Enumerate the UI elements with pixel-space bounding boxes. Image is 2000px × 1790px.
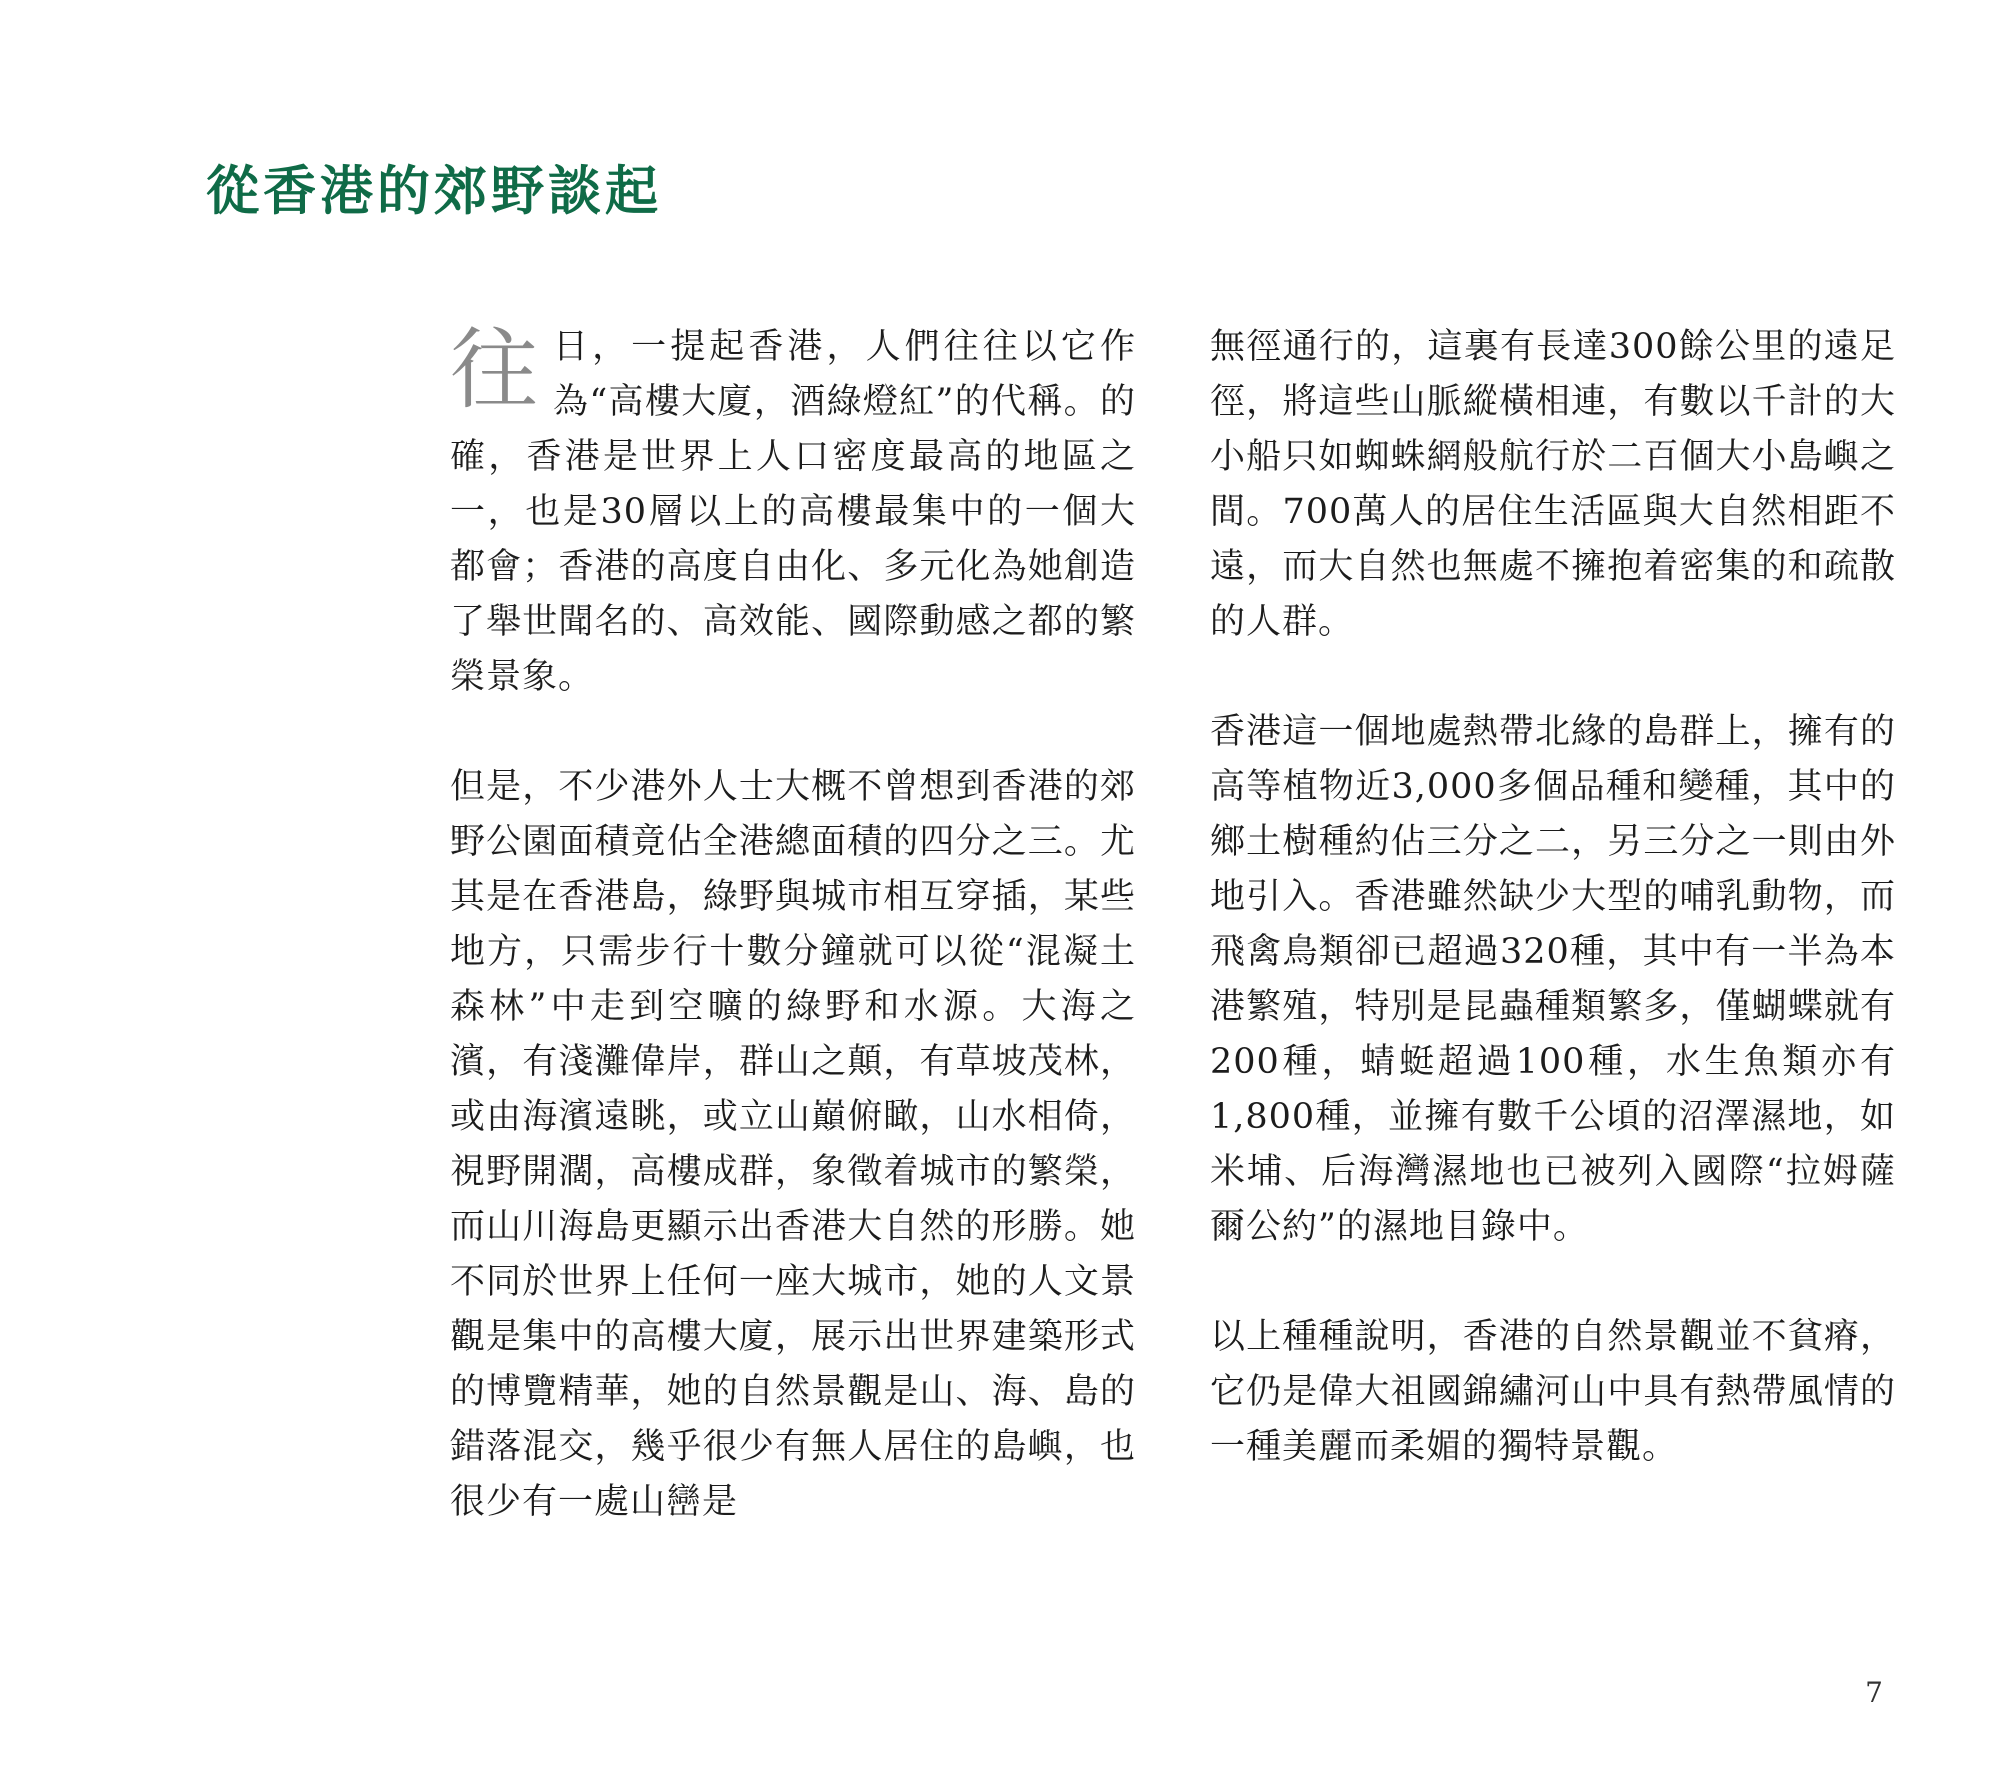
drop-cap: 往: [450, 318, 540, 421]
paragraph-hiking-trails: 無徑通行的，這裏有長達300餘公里的遠足徑，將這些山脈縱橫相連，有數以千計的大小船只如蜘蛛網般航行於二百個大小島嶼之間。700萬人的居住生活區與大自然相距不遠，而大自然也無處不擁抱着密集的和疏散的人群。: [1210, 327, 1896, 642]
page-title: 從香港的郊野談起: [206, 160, 662, 222]
text-column-right: [1210, 320, 1896, 1530]
paragraph-conclusion: 以上種種說明，香港的自然景觀並不貧瘠，它仍是偉大祖國錦繡河山中具有熱帶風情的一種美麗而柔媚的獨特景觀。: [1210, 1317, 1896, 1467]
paragraph-intro: [450, 320, 1136, 705]
paragraph-intro-text: 日，一提起香港，人們往往以它作為“高樓大廈，酒綠燈紅”的代稱。的確，香港是世界上人口密度最高的地區之一，也是30層以上的高樓最集中的一個大都會；香港的高度自由化、多元化為她創造了舉世聞名的、高效能、國際動感之都的繁榮景象。: [450, 327, 1136, 697]
paragraph-country-parks: 但是，不少港外人士大概不曾想到香港的郊野公園面積竟佔全港總面積的四分之三。尤其是在香港島，綠野與城市相互穿插，某些地方，只需步行十數分鐘就可以從“混凝土森林”中走到空曠的綠野和水源。大海之濱，有淺灘偉岸，群山之顛，有草坡茂林，或由海濱遠眺，或立山巔俯瞰，山水相倚，視野開濶，高樓成群，象徵着城市的繁榮，而山川海島更顯示出香港大自然的形勝。她不同於世界上任何一座大城市，她的人文景觀是集中的高樓大廈，展示出世界建築形式的博覽精華，她的自然景觀是山、海、島的錯落混交，幾乎很少有無人居住的島嶼，也很少有一處山巒是: [450, 767, 1136, 1522]
page-number: 7: [1865, 1676, 1883, 1709]
paragraph-biodiversity: 香港這一個地處熱帶北緣的島群上，擁有的高等植物近3,000多個品種和變種，其中的鄉土樹種約佔三分之二，另三分之一則由外地引入。香港雖然缺少大型的哺乳動物，而飛禽鳥類卻已超過320種，其中有一半為本港繁殖，特別是昆蟲種類繁多，僅蝴蝶就有200種，蜻蜓超過100種，水生魚類亦有1,800種，並擁有數千公頃的沼澤濕地，如米埔、后海灣濕地也已被列入國際“拉姆薩爾公約”的濕地目錄中。: [1210, 712, 1896, 1247]
text-column-left: [450, 320, 1136, 1585]
